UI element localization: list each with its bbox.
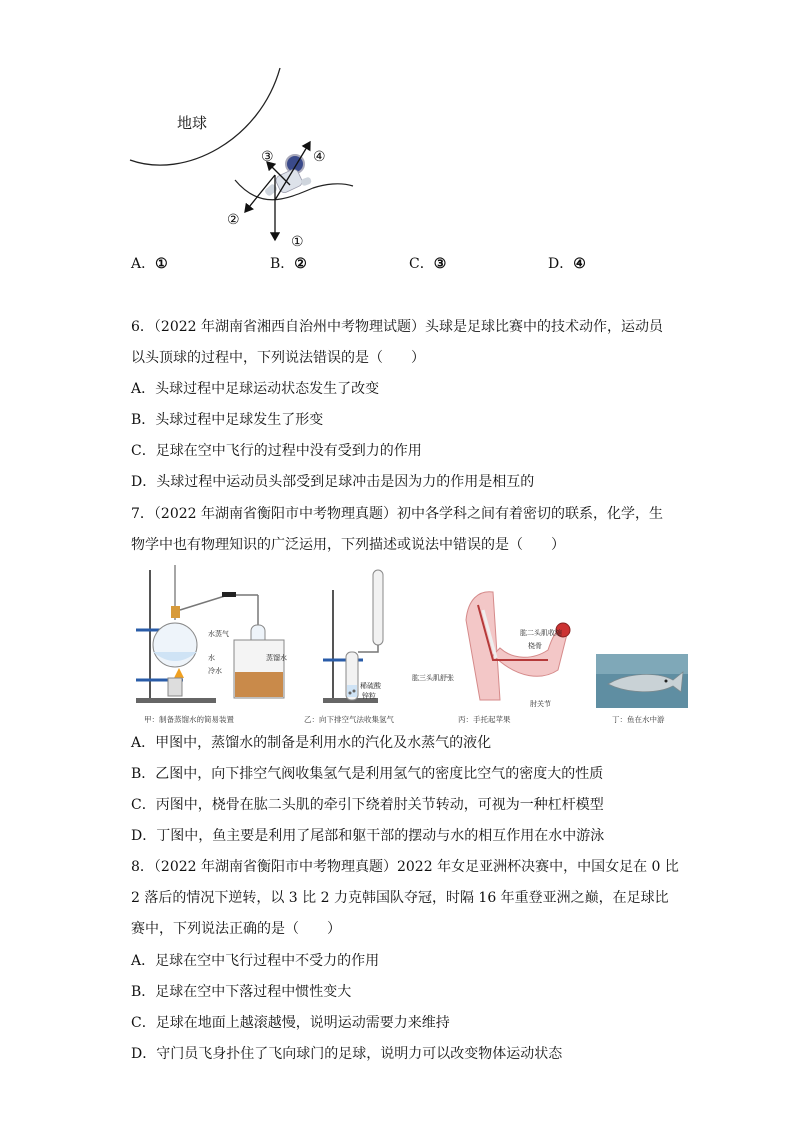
q6-option-b[interactable]: B．头球过程中足球发生了形变 [131,412,324,428]
q7-option-d[interactable]: D．丁图中，鱼主要是利用了尾部和躯干部的摆动与水的相互作用在水中游泳 [131,828,605,844]
q7-option-c[interactable]: C．丙图中，桡骨在肱二头肌的牵引下绕着肘关节转动，可视为一种杠杆模型 [131,797,604,813]
q8-option-d[interactable]: D．守门员飞身扑住了飞向球门的足球，说明力可以改变物体运动状态 [131,1046,563,1062]
option-key: A． [131,256,156,272]
q5-option-c[interactable] [409,255,446,273]
q5-option-d[interactable] [548,255,586,273]
marker-4: ④ [313,149,326,165]
yi-label-acid: 稀硫酸 [360,682,381,690]
q7-option-a[interactable]: A．甲图中，蒸馏水的制备是利用水的汽化及水蒸气的液化 [131,735,492,751]
q6-option-d[interactable]: D．头球过程中运动员头部受到足球冲击是因为力的作用是相互的 [131,474,535,490]
hydrogen-collection [304,570,394,724]
option-value: ④ [573,256,586,272]
q6-stem-line2: 以头顶球的过程中，下列说法错误的是（ ） [131,350,425,366]
jia-label-steam: 水蒸气 [208,630,229,638]
marker-2: ② [227,212,240,228]
q6-option-c[interactable]: C．足球在空中飞行的过程中没有受到力的作用 [131,443,422,459]
option-key: D． [548,256,574,272]
yi-caption: 乙：向下排空气法收集氢气 [304,715,394,724]
bing-label-elbow: 肘关节 [530,700,551,708]
q7-option-b[interactable]: B．乙图中，向下排空气阀收集氢气是利用氢气的密度比空气的密度大的性质 [131,766,604,782]
q8-option-a[interactable]: A．足球在空中飞行过程中不受力的作用 [131,953,380,969]
q6-stem-line1: 6．（2022 年湖南省湘西自治州中考物理试题）头球是足球比赛中的技术动作，运动员 [131,319,663,335]
q7-stem-line1: 7．（2022 年湖南省衡阳市中考物理真题）初中各学科之间有着密切的联系，化学，生 [131,506,663,522]
option-key: C． [409,256,434,272]
bing-label-biceps: 肱二头肌收缩 [520,629,562,637]
earth-label: 地球 [177,114,208,132]
marker-1: ① [291,234,304,250]
yi-label-zinc: 锌粒 [362,692,376,700]
bing-caption: 丙：手托起苹果 [458,715,511,724]
bing-label-triceps: 肱三头肌舒张 [412,674,454,682]
jia-label-water: 水 [208,654,215,662]
q6-option-a[interactable]: A．头球过程中足球运动状态发生了改变 [131,381,380,397]
q5-option-b[interactable] [270,255,307,273]
q7-figure [128,560,693,728]
option-value: ③ [433,256,447,272]
ding-caption: 丁：鱼在水中游 [612,715,665,724]
q8-stem-line1: 8．（2022 年湖南省衡阳市中考物理真题）2022 年女足亚洲杯决赛中，中国女足在 0 比 [131,859,679,875]
q8-option-c[interactable]: C．足球在地面上越滚越慢，说明运动需要力来维持 [131,1015,450,1031]
option-key: B． [270,256,295,272]
earth-astronaut-figure [125,60,365,250]
option-value: ② [294,256,307,272]
fish-photo [596,654,688,724]
q8-option-b[interactable]: B．足球在空中下落过程中惯性变大 [131,984,352,1000]
jia-label-distilled-water: 蒸馏水 [266,654,287,662]
q5-option-a[interactable] [131,255,168,273]
q7-stem-line2: 物学中也有物理知识的广泛运用，下列描述或说法中错误的是（ ） [131,537,565,553]
jia-label-cold-water: 冷水 [208,667,222,675]
jia-caption: 甲：制备蒸馏水的简易装置 [144,715,234,724]
q8-stem-line2: 2 落后的情况下逆转，以 3 比 2 力克韩国队夺冠，时隔 16 年重登亚洲之巅，在足球比 [131,890,669,906]
marker-3: ③ [261,149,274,165]
distillation-apparatus [136,565,287,724]
option-value: ① [155,256,168,272]
arm-lever-model [412,592,570,724]
bing-label-radius: 桡骨 [528,642,542,650]
q8-stem-line3: 赛中，下列说法正确的是（ ） [131,921,341,937]
